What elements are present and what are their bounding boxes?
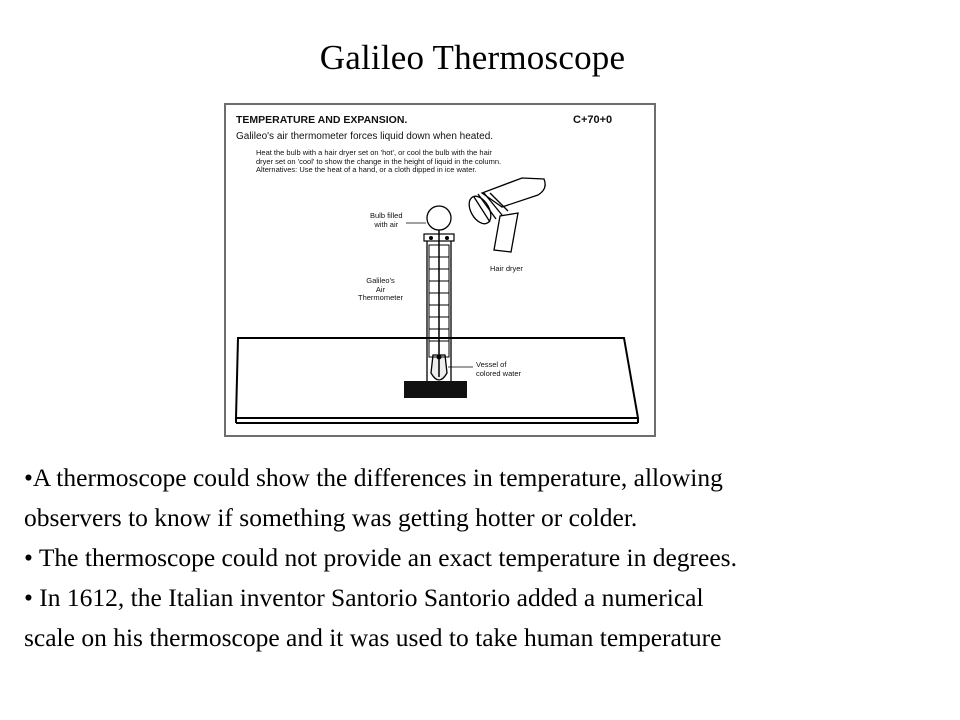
figure-subtitle: Galileo's air thermometer forces liquid down when heated. (236, 131, 494, 142)
bullet-line: observers to know if something was getting hotter or colder. (24, 503, 638, 532)
bullet-item (24, 458, 949, 538)
thermoscope-illustration (224, 103, 656, 437)
hair-dryer (465, 178, 545, 252)
label-line: Bulb filled (370, 211, 403, 220)
bullet-list (24, 458, 949, 658)
label-thermometer (358, 277, 403, 303)
bullet-item (24, 538, 949, 578)
label-line: with air (374, 219, 399, 229)
instruction-line: dryer set on 'cool' to show the change in the height of liquid in the column. (256, 156, 502, 166)
label-bulb (370, 212, 403, 229)
figure-instructions (256, 149, 501, 175)
air-bulb (427, 206, 451, 230)
bullet-line: scale on his thermoscope and it was used to take human temperature (24, 623, 722, 652)
label-line: colored water (476, 368, 522, 378)
bullet-line: • The thermoscope could not provide an exact temperature in degrees. (24, 543, 737, 572)
stand-base (404, 381, 467, 398)
label-hair-dryer: Hair dryer (490, 264, 523, 273)
label-line: Galileo's (366, 276, 395, 285)
slide-title: Galileo Thermoscope (319, 38, 626, 77)
bullet-item (24, 578, 949, 658)
instruction-line: Heat the bulb with a hair dryer set on 'hot', or cool the bulb with the hair (256, 148, 492, 157)
figure-heading: TEMPERATURE AND EXPANSION. (236, 114, 408, 126)
instruction-line: Alternatives: Use the heat of a hand, or a cloth dipped in ice water. (256, 165, 477, 174)
label-line: Thermometer (358, 293, 404, 302)
bullet-line: •A thermoscope could show the differences in temperature, allowing (24, 463, 723, 492)
figure-code: C+70+0 (573, 114, 613, 126)
label-line: Air (375, 284, 386, 294)
label-line: Vessel of (476, 360, 507, 369)
bullet-line: • In 1612, the Italian inventor Santorio Santorio added a numerical (24, 583, 704, 612)
label-vessel (476, 361, 521, 378)
